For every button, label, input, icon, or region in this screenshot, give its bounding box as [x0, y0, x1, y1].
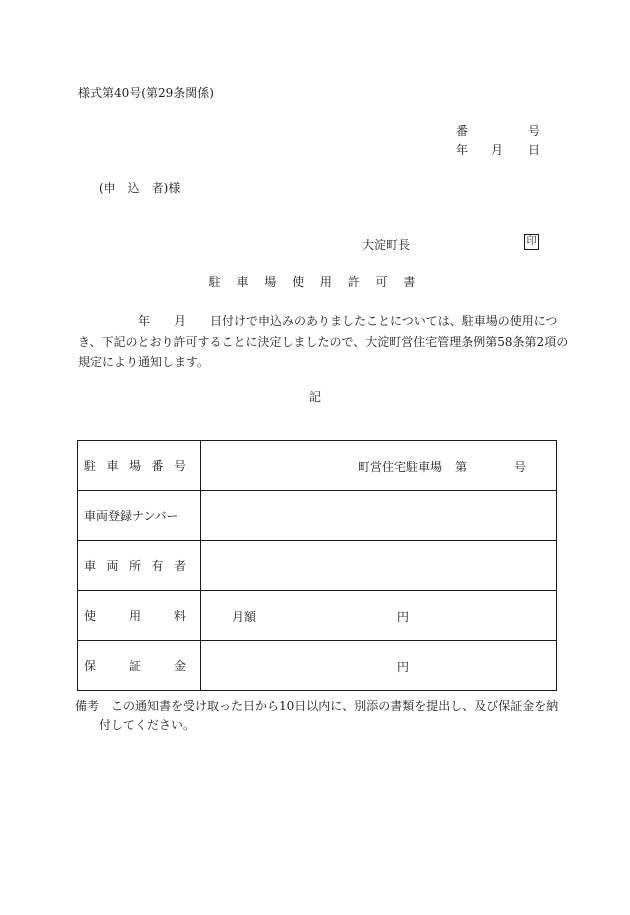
document-number-suffix: 号 [528, 124, 541, 138]
label-char: 両 [106, 559, 119, 573]
label-char: 保 [84, 659, 97, 673]
remarks-line: 備考 この通知書を受け取った日から10日以内に、別添の書類を提出し、及び保証金を納 [75, 699, 559, 713]
row-label-usage-fee [78, 591, 201, 641]
deposit-yen-label: 円 [397, 660, 410, 674]
row-label-vehicle-plate [78, 491, 201, 541]
label-char: 車 [84, 559, 97, 573]
body-line: 規定により通知します。 [78, 355, 210, 369]
yen-label: 円 [397, 610, 410, 624]
label-char: 所 [128, 559, 141, 573]
table-row [78, 591, 557, 641]
label-char: 料 [173, 609, 186, 623]
document-title: 駐 車 場 使 用 許 可 書 [208, 275, 422, 289]
remarks-line: 付してください。 [99, 718, 196, 732]
label-char: 場 [128, 459, 141, 473]
label-char: 車 [106, 459, 119, 473]
vehicle-owner-field[interactable] [201, 541, 557, 591]
permit-table [77, 440, 557, 691]
table-row [78, 541, 557, 591]
label-char: 番 [151, 459, 164, 473]
deposit-field[interactable] [201, 641, 557, 691]
addressee: (申 込 者)様 [99, 181, 181, 195]
row-label-deposit [78, 641, 201, 691]
form-number: 様式第40号(第29条関係) [78, 86, 214, 100]
body-text [78, 311, 569, 373]
ki-heading: 記 [308, 390, 321, 404]
label-char: 金 [173, 659, 186, 673]
label-char: 号 [173, 459, 186, 473]
label-char: 使 [84, 609, 97, 623]
date-day: 日 [528, 143, 541, 157]
row-label-vehicle-owner [78, 541, 201, 591]
row-label-parking-number [78, 441, 201, 491]
parking-dai: 第 [455, 460, 468, 474]
table-row [78, 491, 557, 541]
label-text: 車両登録ナンバー [84, 509, 179, 523]
body-line: 年 月 日付けで申込みのありましたことについては、駐車場の使用につ [78, 314, 558, 328]
seal-icon: 印 [524, 234, 539, 250]
parking-name: 町営住宅駐車場 [358, 460, 443, 474]
monthly-label: 月額 [232, 610, 257, 624]
parking-number-field[interactable] [201, 441, 557, 491]
document-number-label: 番 [456, 124, 469, 138]
label-char: 駐 [84, 459, 97, 473]
table-row [78, 441, 557, 491]
table-row [78, 641, 557, 691]
label-char: 者 [173, 559, 186, 573]
vehicle-plate-field[interactable] [201, 491, 557, 541]
issuer: 大淀町長 [362, 238, 411, 252]
parking-go: 号 [514, 460, 527, 474]
remarks-note [75, 697, 560, 735]
date-month: 月 [491, 143, 504, 157]
label-char: 証 [128, 659, 141, 673]
label-char: 用 [128, 609, 141, 623]
usage-fee-field[interactable] [201, 591, 557, 641]
label-char: 有 [151, 559, 164, 573]
body-line: き、下記のとおり許可することに決定しましたので、大淀町営住宅管理条例第58条第2項の [78, 334, 569, 349]
date-year: 年 [456, 143, 469, 157]
